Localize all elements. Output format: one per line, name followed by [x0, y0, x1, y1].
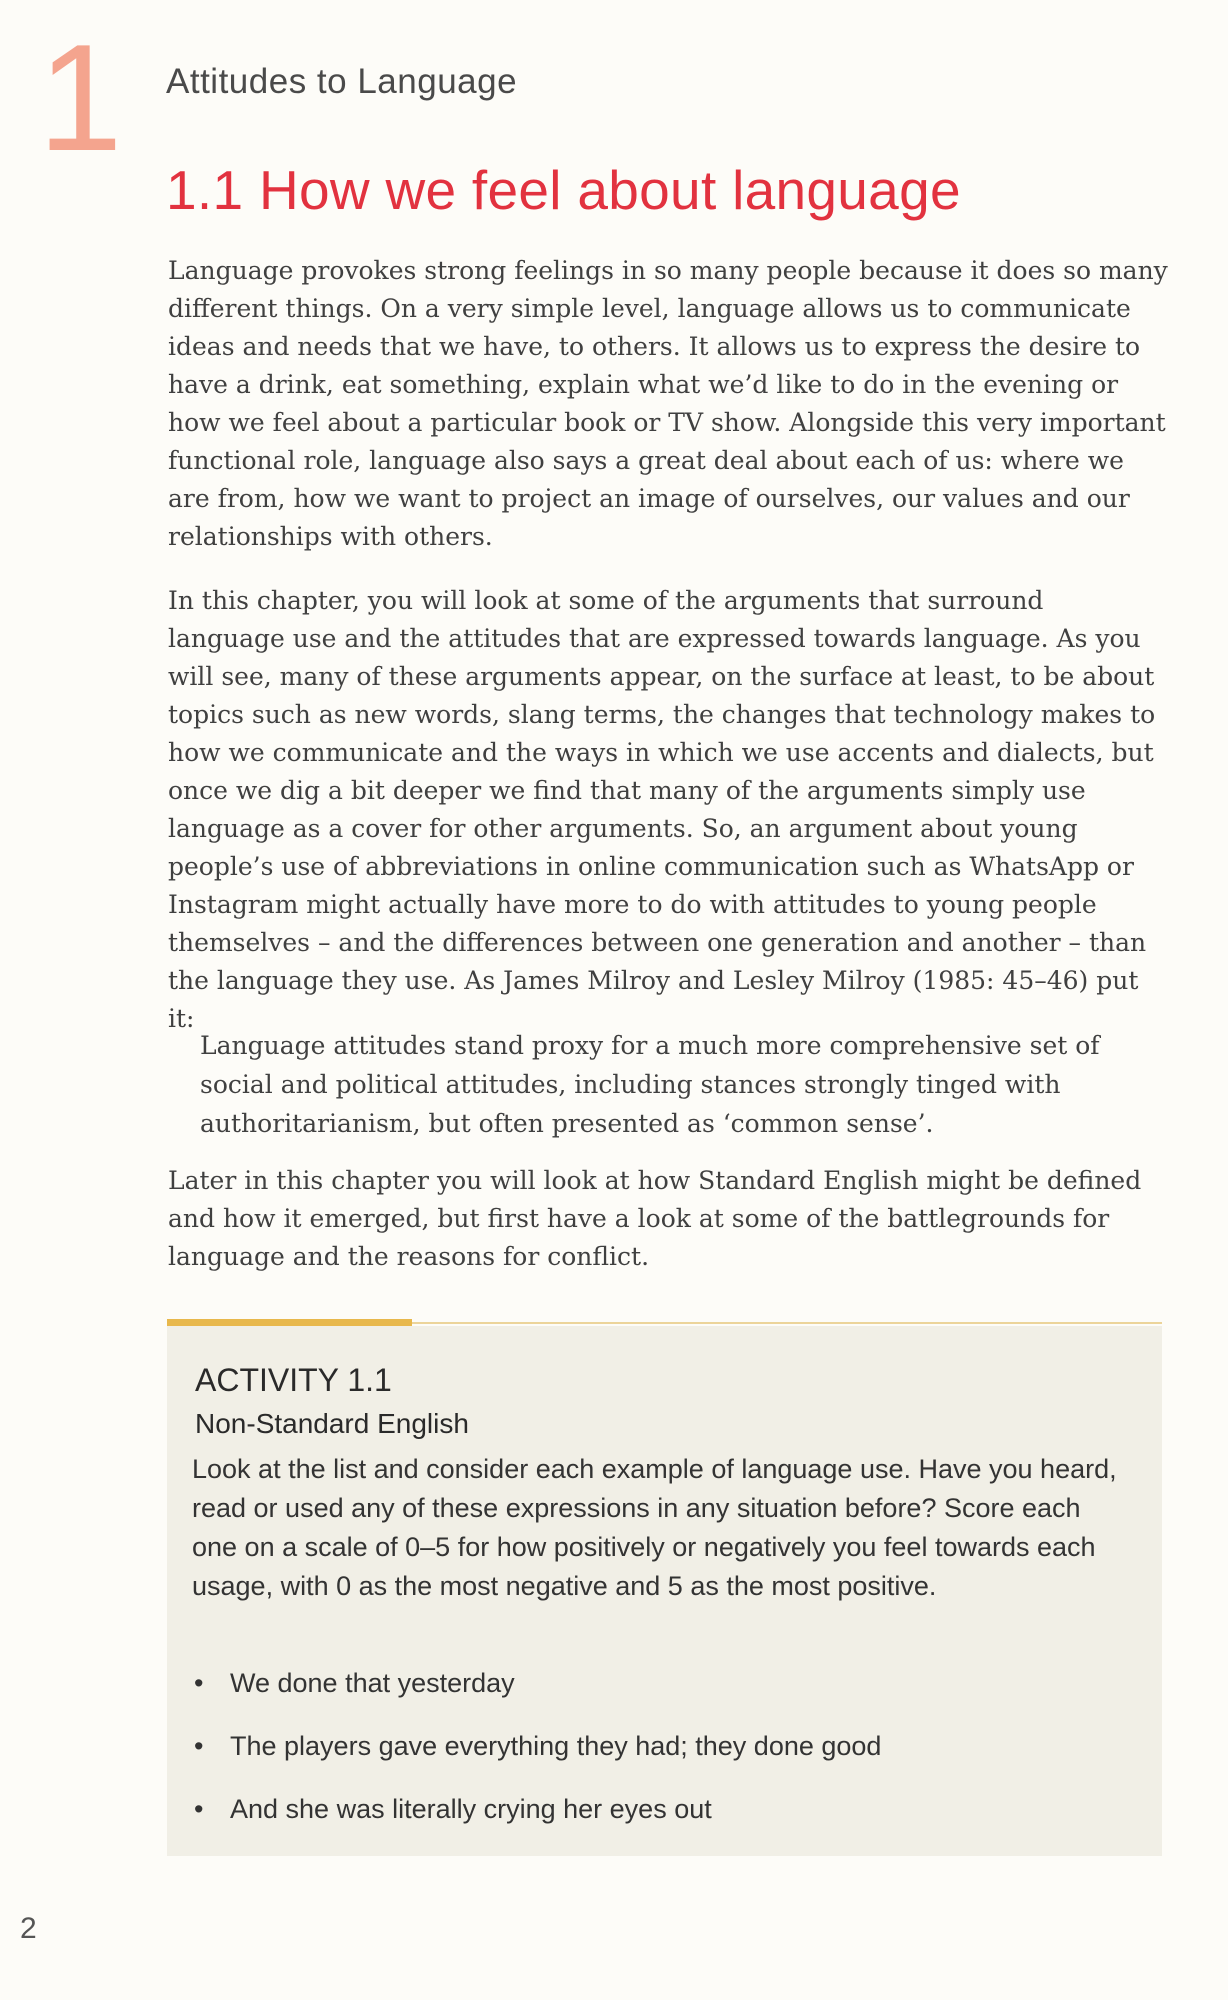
list-item-text: We done that yesterday: [230, 1668, 515, 1698]
list-item: [192, 1790, 881, 1853]
block-quote: Language attitudes stand proxy for a much more comprehensive set of social and political attitudes, including stances strongly tinged with authoritarianism, but often presented as ‘common sense’.: [200, 1031, 1100, 1138]
chapter-number: 1: [38, 13, 123, 183]
list-item-text: The players gave everything they had; they done good: [230, 1731, 882, 1761]
activity-title: ACTIVITY 1.1: [195, 1362, 392, 1398]
list-item: [192, 1664, 881, 1727]
body-paragraph-3: Later in this chapter you will look at how Standard English might be defined and how it emerged, but first have a look at some of the battlegrounds for language and the reasons for conflict.: [168, 1166, 1142, 1271]
body-paragraph-2: In this chapter, you will look at some of the arguments that surround language use and the attitudes that are expressed towards language. As you will see, many of these arguments appear, on the surface at least, to be about topics such as new words, slang terms, the changes that technology makes to how we communicate and the ways in which we use accents and dialects, but once we dig a bit deeper we find that many of the arguments simply use language as a cover for other arguments. So, an argument about young people’s use of abbreviations in online communication such as WhatsApp or Instagram might actually have more to do with attitudes to young people themselves – and the differences between one generation and another – than the language they use. As James Milroy and Lesley Milroy (1985: 45–46) put it:: [168, 586, 1156, 1033]
section-heading: 1.1 How we feel about language: [166, 159, 961, 221]
activity-divider-line: [412, 1322, 1162, 1324]
activity-accent-bar: [167, 1319, 412, 1326]
body-paragraph-1: Language provokes strong feelings in so many people because it does so many different things. On a very simple level, language allows us to communicate ideas and needs that we have, to others. It allows us to express the desire to have a drink, eat something, explain what we’d like to do in the evening or how we feel about a particular book or TV show. Alongside this very important functional role, language also says a great deal about each of us: where we are from, how we want to project an image of ourselves, our values and our relationships with others.: [168, 256, 1168, 551]
list-item: [192, 1727, 881, 1790]
activity-subtitle: Non-Standard English: [195, 1408, 469, 1439]
activity-list: [192, 1664, 881, 1853]
bullet-icon: •: [194, 1731, 204, 1761]
activity-instructions: Look at the list and consider each example of language use. Have you heard, read or used any of these expressions in any situation before? Score each one on a scale of 0–5 for how positively or negatively you feel towards each usage, with 0 as the most negative and 5 as the most positive.: [192, 1454, 1117, 1601]
bullet-icon: •: [194, 1794, 204, 1824]
activity-box: [167, 1326, 1162, 1856]
bullet-icon: •: [194, 1668, 204, 1698]
chapter-title: Attitudes to Language: [166, 62, 518, 101]
list-item-text: And she was literally crying her eyes out: [230, 1794, 712, 1824]
page-number: 2: [20, 1912, 37, 1945]
